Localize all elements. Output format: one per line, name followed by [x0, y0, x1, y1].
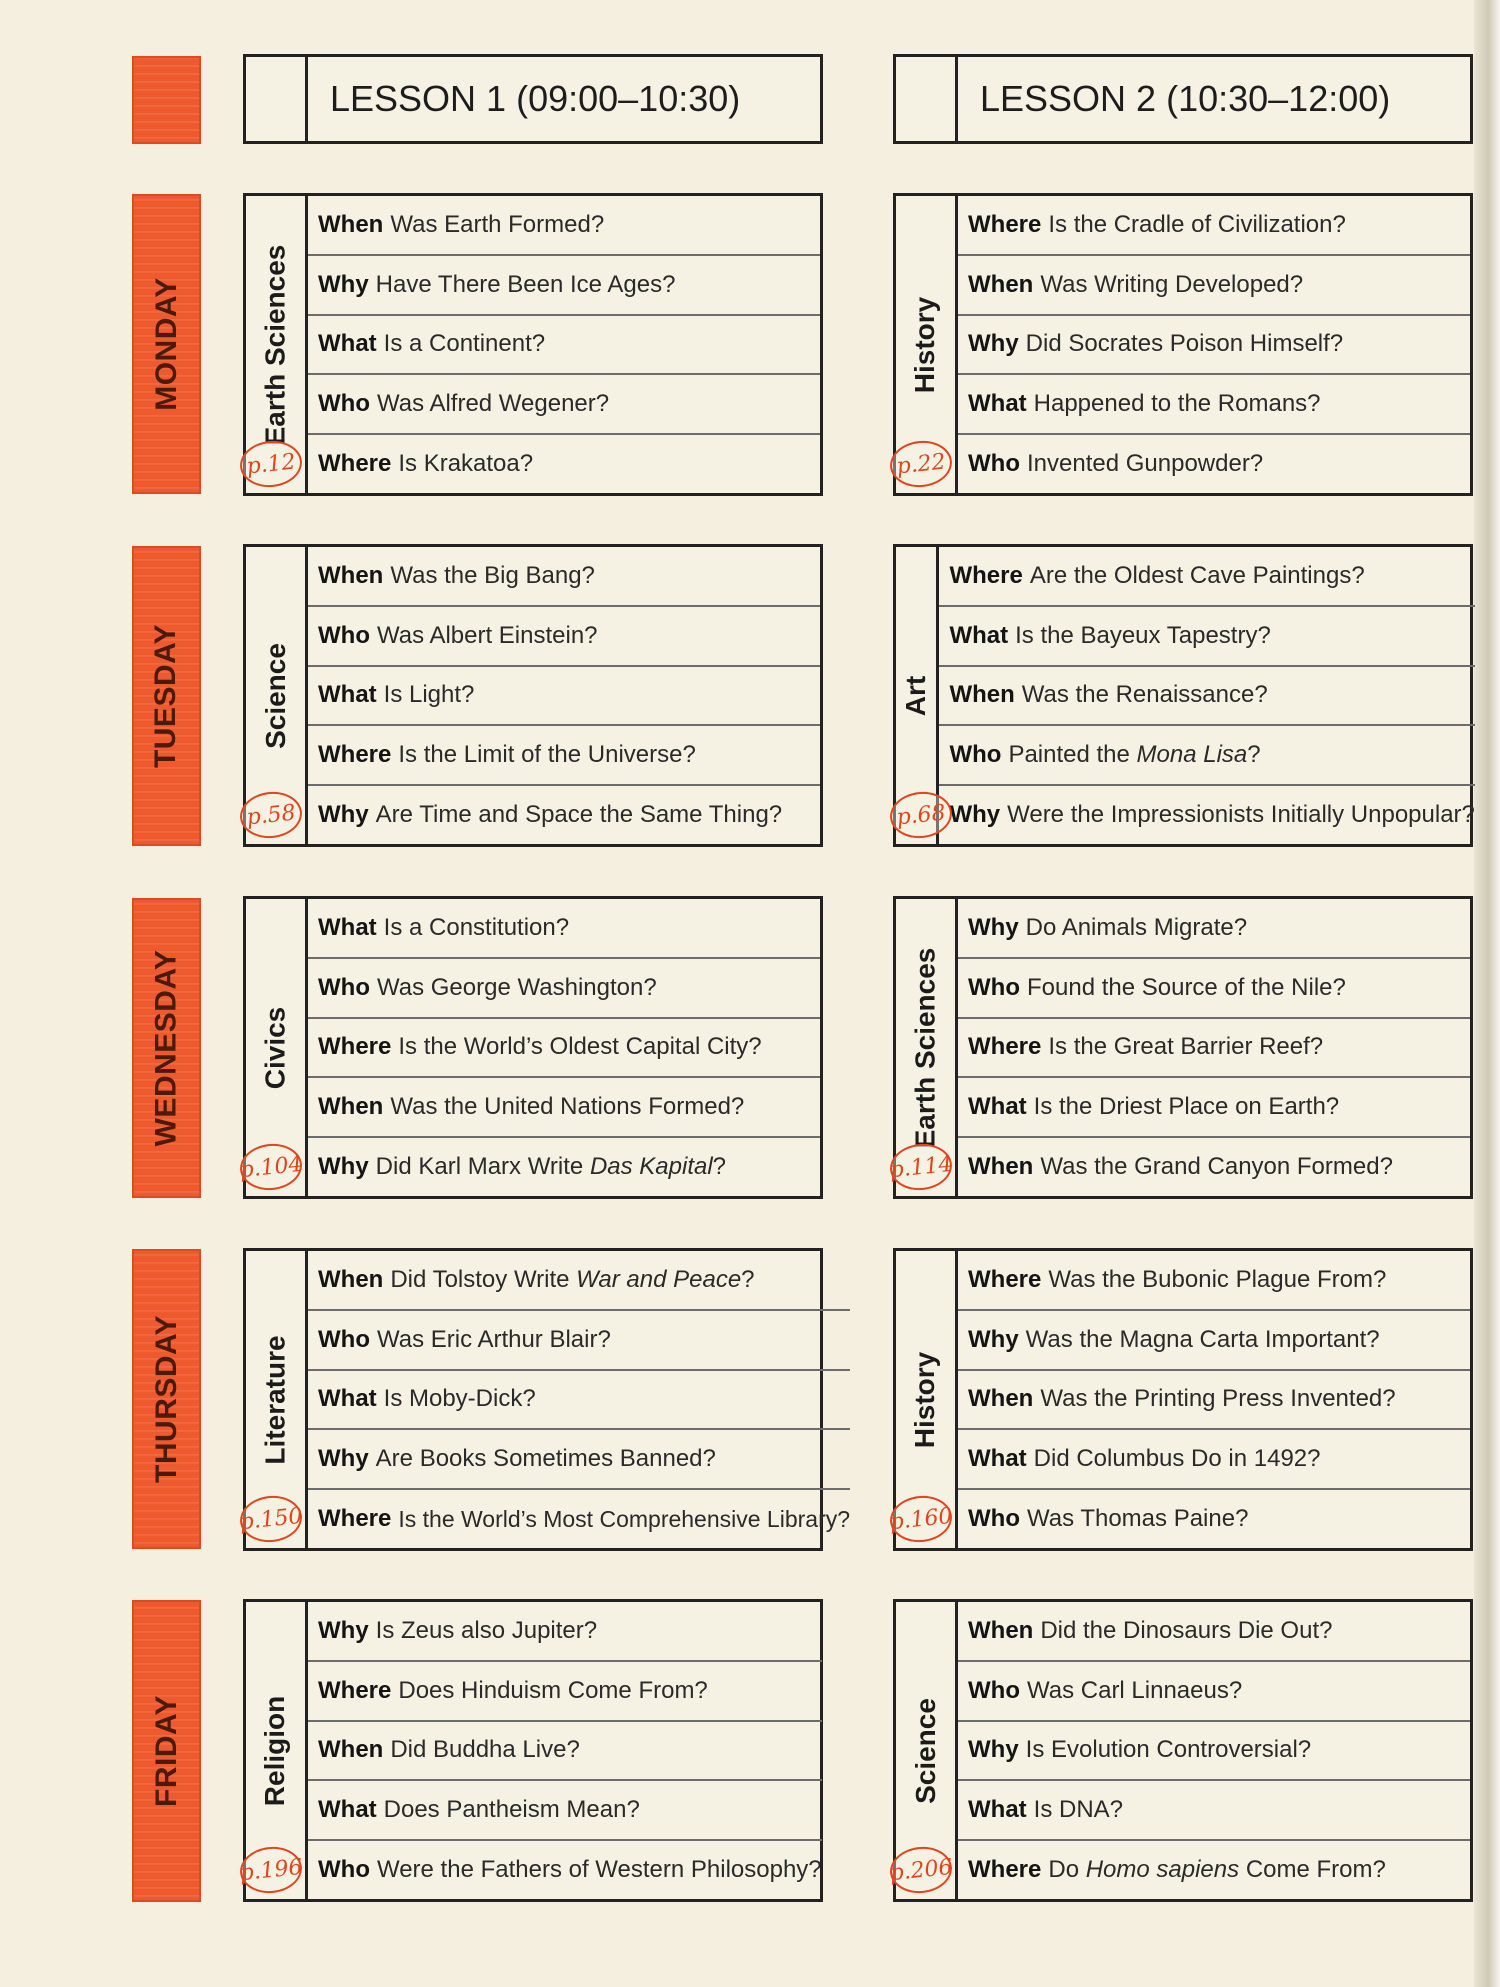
question-text: Was Earth Formed?	[390, 210, 605, 238]
question-row	[958, 1490, 1470, 1548]
lesson-block	[888, 1248, 1473, 1551]
question-word: What	[318, 1796, 377, 1824]
question-text: Was the Printing Press Invented?	[1040, 1385, 1396, 1413]
question-row	[308, 316, 820, 376]
question-text: Are Time and Space the Same Thing?	[375, 801, 783, 829]
question-title-italic: Mona Lisa	[1136, 741, 1248, 769]
question-text: Was Albert Einstein?	[376, 621, 598, 649]
question-row	[308, 375, 820, 435]
question-word: Where	[318, 1505, 392, 1533]
question-text: Is Light?	[383, 681, 475, 709]
question-word: Who	[949, 741, 1002, 769]
question-row	[958, 1430, 1470, 1490]
question-word: What	[949, 621, 1009, 649]
question-word: Who	[968, 1676, 1020, 1704]
question-row	[939, 667, 1474, 727]
question-title-italic: War and Peace	[576, 1265, 742, 1293]
question-word: Where	[318, 1676, 392, 1704]
question-list	[308, 196, 820, 493]
question-row	[308, 1602, 822, 1662]
question-end: ?	[712, 1153, 727, 1181]
question-row	[308, 1490, 850, 1548]
question-text: Is the World’s Oldest Capital City?	[398, 1033, 762, 1061]
question-text: Happened to the Romans?	[1033, 390, 1321, 418]
question-list	[958, 1251, 1470, 1548]
question-text: Does Hinduism Come From?	[398, 1676, 708, 1704]
question-end: Come From?	[1245, 1856, 1386, 1884]
question-text: Is the World’s Most Comprehensive Library?	[398, 1505, 851, 1532]
question-row	[308, 1371, 850, 1431]
question-row	[308, 726, 820, 786]
question-row	[958, 1311, 1470, 1371]
question-row	[958, 256, 1470, 316]
question-row	[308, 547, 820, 607]
subject-column	[888, 1602, 958, 1899]
question-text: Was Writing Developed?	[1040, 270, 1304, 298]
question-end: ?	[1247, 741, 1261, 769]
question-word: When	[968, 1385, 1034, 1413]
lesson2-header-title: LESSON 2 (10:30–12:00)	[980, 78, 1391, 119]
lesson1-header-title: LESSON 1 (09:00–10:30)	[330, 78, 741, 119]
question-row	[308, 1722, 822, 1782]
question-row	[958, 1662, 1470, 1722]
subject-label: Art	[900, 675, 932, 716]
question-word: When	[318, 1265, 384, 1293]
question-word: What	[968, 1093, 1027, 1121]
question-word: When	[968, 1153, 1034, 1181]
question-row	[958, 1371, 1470, 1431]
subject-column	[238, 899, 308, 1196]
question-text: Was the Bubonic Plague From?	[1048, 1265, 1387, 1293]
subject-column	[238, 1602, 308, 1899]
question-text: Was the Grand Canyon Formed?	[1040, 1153, 1393, 1181]
subject-column	[888, 1251, 958, 1548]
question-text: Were the Impressionists Initially Unpopular?	[1007, 801, 1475, 829]
day-label: WEDNESDAY	[149, 949, 183, 1147]
question-word: Why	[968, 330, 1019, 358]
question-text: Are the Oldest Cave Paintings?	[1029, 561, 1365, 589]
question-word: Who	[318, 1856, 370, 1884]
question-row	[958, 899, 1470, 959]
question-list	[958, 196, 1470, 493]
lesson-block	[888, 896, 1473, 1199]
subject-label: Earth Sciences	[909, 947, 941, 1148]
question-text: Is Krakatoa?	[398, 450, 534, 478]
question-word: What	[318, 681, 377, 709]
question-text: Is a Constitution?	[383, 913, 570, 941]
question-word: What	[318, 330, 377, 358]
subject-label: Science	[259, 642, 291, 749]
question-text: Was the Big Bang?	[390, 561, 595, 589]
question-text: Did the Dinosaurs Die Out?	[1040, 1616, 1333, 1644]
question-word: Who	[318, 390, 370, 418]
question-row	[939, 607, 1474, 667]
question-list	[308, 547, 820, 844]
question-word: Where	[318, 450, 392, 478]
subject-column	[238, 1251, 308, 1548]
question-word: What	[318, 1385, 377, 1413]
question-word: Where	[968, 1265, 1042, 1293]
question-text: Was Eric Arthur Blair?	[376, 1325, 611, 1353]
question-word: When	[318, 1736, 384, 1764]
question-word: When	[318, 1093, 384, 1121]
question-text: Did Socrates Poison Himself?	[1025, 330, 1344, 358]
question-text: Did Buddha Live?	[390, 1736, 580, 1764]
question-text: Painted the	[1008, 741, 1130, 769]
question-word: When	[968, 270, 1034, 298]
question-word: What	[968, 390, 1027, 418]
question-word: Where	[968, 1856, 1042, 1884]
question-text: Is DNA?	[1033, 1796, 1124, 1824]
question-word: When	[949, 681, 1015, 709]
page-ref-circle: p.68	[888, 789, 954, 841]
subject-column	[246, 547, 308, 844]
question-word: What	[318, 913, 377, 941]
question-row	[958, 959, 1470, 1019]
question-row	[308, 1841, 822, 1899]
question-row	[308, 1019, 820, 1079]
question-word: Why	[318, 1445, 369, 1473]
question-text: Is the Cradle of Civilization?	[1048, 210, 1346, 238]
subject-label: Religion	[259, 1695, 291, 1806]
question-row	[958, 1602, 1470, 1662]
question-row	[958, 316, 1470, 376]
lesson-block	[893, 544, 1473, 847]
question-text: Were the Fathers of Western Philosophy?	[376, 1856, 822, 1884]
lesson-block	[243, 193, 823, 496]
question-row	[308, 196, 820, 256]
page-ref-circle: p.58	[238, 789, 304, 841]
day-tab-wednesday	[132, 898, 201, 1198]
page-ref-circle: p.196	[238, 1844, 304, 1896]
question-row	[939, 547, 1474, 607]
subject-column	[896, 196, 958, 493]
question-text: Are Books Sometimes Banned?	[375, 1445, 716, 1473]
page-ref-circle: p.150	[238, 1493, 304, 1545]
question-text: Is the Driest Place on Earth?	[1033, 1093, 1340, 1121]
lesson-block	[243, 544, 823, 847]
question-title-italic: Homo sapiens	[1085, 1856, 1240, 1884]
question-word: Why	[968, 1736, 1019, 1764]
question-text: Was Carl Linnaeus?	[1026, 1676, 1243, 1704]
question-list	[958, 1602, 1470, 1899]
question-text: Did Columbus Do in 1492?	[1033, 1445, 1321, 1473]
question-row	[308, 667, 820, 727]
question-text: Was the Magna Carta Important?	[1025, 1325, 1380, 1353]
subject-label: Literature	[259, 1334, 291, 1465]
subject-label: History	[909, 296, 941, 393]
page-edge	[1474, 0, 1500, 1987]
question-row	[308, 1781, 822, 1841]
question-text: Have There Been Ice Ages?	[375, 270, 676, 298]
question-row	[308, 1430, 850, 1490]
lesson-block	[238, 1248, 851, 1551]
page-ref-circle: p.22	[888, 438, 954, 490]
question-word: Where	[968, 210, 1042, 238]
question-word: Why	[318, 1153, 369, 1181]
subject-column	[888, 899, 958, 1196]
question-row	[958, 1841, 1470, 1899]
question-word: Where	[968, 1033, 1042, 1061]
question-row	[308, 1311, 850, 1371]
question-text: Is a Continent?	[383, 330, 546, 358]
question-row	[958, 1138, 1470, 1196]
page-ref-circle: p.12	[238, 438, 304, 490]
question-word: Who	[318, 1325, 370, 1353]
question-word: When	[318, 561, 384, 589]
header-blank-cell	[246, 57, 308, 141]
page-ref-circle: p.114	[888, 1141, 954, 1193]
day-label: FRIDAY	[149, 1695, 183, 1807]
question-row	[308, 1078, 820, 1138]
question-text: Is Zeus also Jupiter?	[375, 1616, 598, 1644]
question-word: What	[968, 1445, 1027, 1473]
subject-label: Science	[909, 1697, 941, 1804]
question-list	[308, 1251, 850, 1548]
question-text: Was Alfred Wegener?	[376, 390, 610, 418]
question-list	[308, 899, 820, 1196]
question-text: Was the Renaissance?	[1021, 681, 1268, 709]
question-row	[958, 1019, 1470, 1079]
question-row	[958, 1251, 1470, 1311]
subject-column	[246, 196, 308, 493]
question-text: Do	[1048, 1856, 1080, 1884]
header-tab	[132, 56, 201, 144]
question-word: Who	[968, 973, 1020, 1001]
question-row	[958, 1781, 1470, 1841]
question-row	[958, 375, 1470, 435]
question-end: ?	[741, 1265, 755, 1293]
question-text: Invented Gunpowder?	[1026, 450, 1264, 478]
lesson-block	[893, 193, 1473, 496]
question-word: Where	[318, 1033, 392, 1061]
day-label: TUESDAY	[149, 623, 183, 769]
day-label: THURSDAY	[149, 1315, 183, 1483]
question-row	[308, 1251, 850, 1311]
question-word: When	[968, 1616, 1034, 1644]
question-text: Did Tolstoy Write	[390, 1265, 570, 1293]
lesson1-header	[243, 54, 823, 144]
question-word: Where	[318, 741, 392, 769]
question-word: Who	[968, 450, 1020, 478]
question-text: Does Pantheism Mean?	[383, 1796, 640, 1824]
question-row	[958, 196, 1470, 256]
question-word: Who	[318, 621, 370, 649]
question-word: Why	[318, 1616, 369, 1644]
question-row	[308, 1662, 822, 1722]
question-row	[958, 435, 1470, 493]
question-row	[958, 1722, 1470, 1782]
question-list	[308, 1602, 822, 1899]
question-row	[958, 1078, 1470, 1138]
question-word: Why	[968, 913, 1019, 941]
question-text: Was George Washington?	[376, 973, 657, 1001]
day-tab-tuesday	[132, 546, 201, 846]
question-row	[308, 959, 820, 1019]
day-label: MONDAY	[149, 277, 183, 411]
question-list	[939, 547, 1474, 844]
subject-label: History	[909, 1351, 941, 1448]
lesson-block	[238, 896, 823, 1199]
lesson-block	[888, 1599, 1473, 1902]
question-text: Is Evolution Controversial?	[1025, 1736, 1312, 1764]
question-text: Is the Great Barrier Reef?	[1048, 1033, 1324, 1061]
question-word: Why	[968, 1325, 1019, 1353]
subject-label: Civics	[259, 1006, 291, 1089]
subject-label: Earth Sciences	[259, 244, 291, 445]
question-title-italic: Das Kapital	[589, 1153, 713, 1181]
subject-column	[895, 547, 947, 844]
question-word: Why	[318, 270, 369, 298]
question-list	[958, 899, 1470, 1196]
question-word: Who	[968, 1505, 1020, 1533]
page-ref-circle: p.206	[888, 1844, 954, 1896]
page-ref-circle: p.160	[888, 1493, 954, 1545]
question-row	[939, 726, 1474, 786]
lesson-block	[238, 1599, 823, 1902]
question-row	[308, 607, 820, 667]
question-text: Was Thomas Paine?	[1026, 1505, 1249, 1533]
question-text: Did Karl Marx Write	[375, 1153, 584, 1181]
question-row	[308, 1138, 820, 1196]
question-row	[308, 435, 820, 493]
day-tab-friday	[132, 1600, 201, 1902]
question-text: Found the Source of the Nile?	[1026, 973, 1346, 1001]
question-word: Why	[949, 801, 1001, 829]
question-word: Who	[318, 973, 370, 1001]
question-word: When	[318, 210, 384, 238]
question-text: Is the Bayeux Tapestry?	[1015, 621, 1271, 649]
question-text: Was the United Nations Formed?	[390, 1093, 745, 1121]
question-row	[308, 899, 820, 959]
question-word: Why	[318, 801, 369, 829]
page-ref-circle: p.104	[238, 1141, 304, 1193]
question-word: Where	[949, 561, 1023, 589]
question-row	[308, 256, 820, 316]
question-row	[308, 786, 820, 844]
day-tab-monday	[132, 194, 201, 494]
header-blank-cell	[896, 57, 958, 141]
question-row	[939, 786, 1474, 844]
question-text: Do Animals Migrate?	[1025, 913, 1248, 941]
question-word: What	[968, 1796, 1027, 1824]
question-text: Is Moby-Dick?	[383, 1385, 536, 1413]
question-text: Is the Limit of the Universe?	[398, 741, 696, 769]
lesson2-header	[893, 54, 1473, 144]
day-tab-thursday	[132, 1249, 201, 1549]
